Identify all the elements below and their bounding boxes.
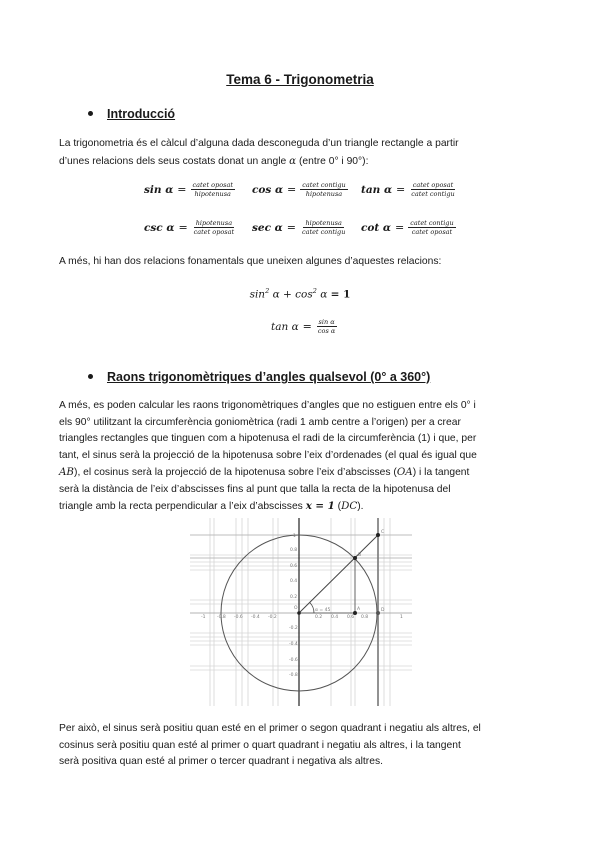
svg-text:0.8: 0.8: [361, 615, 369, 620]
conclusion-paragraph: Per això, el sinus serà positiu quan esté en el primer o segon quadrant i negatiu als altres, el cosinus serà positiu quan esté al primer o quart quadrant i negatiu als altres, i la tangent serà positiva quan esté al primer o tercer quadrant i negativa als altres.: [59, 723, 481, 767]
raons-paragraph: A més, es poden calcular les raons trigonomètriques d’angles que no estiguen entre els 0° i els 90° utilitzant la circumferència goniomètrica (radi 1 amb centre a l’origen) per a crear triangles rectangles que tinguen com a hipotenusa el radi de la circumferència (1) i que, per tant, el sinus serà la projecció de la hipotenusa sobre l’eix d’ordenades (el qual és igual que AB), el cosinus serà la projecció de la hipotenusa sobre l’eix d’abscisses (OA) i la tangent serà la distància de l’eix d’abscisses fins al punt que talla la recta de la hipotenusa del triangle amb la recta perpendicular a l’eix d’abscisses x = 1 (DC).: [59, 400, 477, 512]
page-title: Tema 6 - Trigonometria: [226, 72, 374, 87]
svg-text:-0.6: -0.6: [234, 615, 243, 620]
svg-text:C: C: [381, 530, 385, 535]
svg-text:A: A: [357, 607, 361, 612]
svg-text:-0.6: -0.6: [289, 658, 298, 663]
section-heading-raons: Raons trigonomètriques d’angles qualsevol (0° a 360°): [88, 370, 430, 384]
svg-text:0.2: 0.2: [315, 615, 323, 620]
svg-text:0.2: 0.2: [290, 595, 298, 600]
svg-text:-0.2: -0.2: [289, 626, 298, 631]
svg-text:0.6: 0.6: [290, 564, 298, 569]
svg-text:0.6: 0.6: [347, 615, 355, 620]
svg-text:-0.8: -0.8: [217, 615, 226, 620]
formula-cos: cos α = $\frac{\text{catet contigu}}{\text{hipotenusa}}$: [252, 181, 346, 198]
identity-pythagorean: $\sin^2 \alpha + \cos^2 \alpha = 1$: [249, 287, 351, 301]
fundamentals-intro: A més, hi han dos relacions fonamentals que uneixen algunes d’aquestes relacions:: [59, 256, 442, 267]
svg-text:0.4: 0.4: [290, 579, 298, 584]
svg-text:1: 1: [293, 534, 296, 539]
bullet-icon: [88, 111, 93, 116]
bullet-icon: [88, 374, 93, 379]
svg-text:O: O: [294, 606, 298, 611]
svg-text:B: B: [358, 553, 362, 558]
svg-text:-1: -1: [201, 615, 206, 620]
svg-text:1: 1: [400, 615, 403, 620]
svg-text:α = 45: α = 45: [315, 608, 331, 613]
intro-paragraph: La trigonometria és el càlcul d’alguna dada desconeguda d’un triangle rectangle a partir d’unes relacions dels seus costats donat un angle α (entre 0° i 90°):: [59, 138, 459, 167]
svg-text:0.8: 0.8: [290, 548, 298, 553]
svg-text:0.4: 0.4: [331, 615, 339, 620]
formula-cot: cot α = $\frac{\text{catet contigu}}{\text{catet oposat}}$: [361, 219, 454, 236]
formula-sin: sin α = $\frac{\text{catet oposat}}{\text{hipotenusa}}$: [144, 181, 233, 198]
formula-sec: sec α = $\frac{\text{hipotenusa}}{\text{catet contigu}}$: [252, 219, 346, 236]
svg-text:-0.2: -0.2: [268, 615, 277, 620]
formula-csc: csc α = $\frac{\text{hipotenusa}}{\text{catet oposat}}$: [144, 219, 235, 236]
svg-text:-0.4: -0.4: [289, 642, 298, 647]
unit-circle-diagram: [190, 518, 412, 706]
svg-text:-0.4: -0.4: [251, 615, 260, 620]
svg-text:D: D: [381, 608, 385, 613]
svg-text:-0.8: -0.8: [289, 673, 298, 678]
formula-tan: tan α = $\frac{\text{catet oposat}}{\text{catet contigu}}$: [361, 181, 455, 198]
identity-tangent: tan α = $\frac{\text{sin α}}{\text{cos α}}$: [271, 318, 336, 335]
section-heading-introduccio: Introducció: [88, 107, 175, 121]
